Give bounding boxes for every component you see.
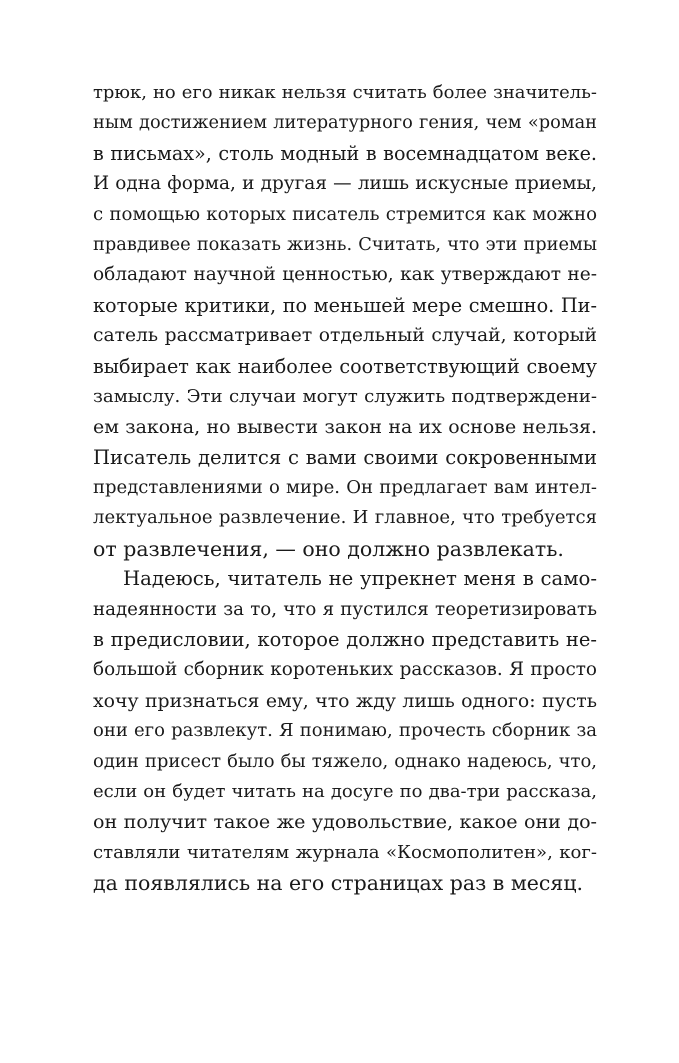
text-line: обладают научной ценностью, как утверждают не- (93, 264, 597, 286)
text-line: он получит такое же удовольствие, какое они до- (93, 811, 597, 834)
text-line: ным достижением литературного гения, чем «роман (93, 113, 597, 134)
text-line: ставляли читателям журнала «Космополитен», ког- (93, 841, 597, 863)
text-line: лектуальное развлечение. И главное, что требуется (93, 507, 597, 529)
text-line: один присест было бы тяжело, однако надеюсь, что, (93, 750, 597, 772)
text-line: представлениями о мире. Он предлагает вам интел- (93, 477, 597, 499)
text-line: Писатель делится с вами своими сокровенными (93, 445, 597, 469)
text-line: правдивее показать жизнь. Считать, что эти приемы (93, 233, 597, 255)
text-line: трюк, но его никак нельзя считать более значитель- (93, 82, 597, 103)
text-line: И одна форма, и другая — лишь искусные приемы, (93, 173, 597, 195)
text-line: выбирает как наиболее соответствующий своему (93, 354, 597, 378)
body-text (93, 78, 597, 899)
text-line: Надеюсь, читатель не упрекнет меня в само- (123, 567, 597, 591)
text-line: сатель рассматривает отдельный случай, который (93, 325, 597, 347)
text-line: которые критики, по меньшей мере смешно. Пи- (93, 293, 597, 317)
text-line: они его развлекут. Я понимаю, прочесть сборник за (93, 720, 597, 742)
text-line: надеянности за то, что я пустился теоретизировать (93, 598, 597, 620)
text-line: с помощью которых писатель стремится как можно (93, 203, 597, 225)
text-line: да появлялись на его страницах раз в месяц. (93, 871, 584, 896)
text-line: в предисловии, которое должно представить не- (93, 628, 597, 652)
text-line: если он будет читать на досуге по два-три рассказа, (93, 780, 597, 802)
text-line: хочу признаться ему, что жду лишь одного: пусть (93, 689, 597, 712)
text-line: в письмах», столь модный в восемнадцатом веке. (93, 141, 597, 165)
text-line: большой сборник коротеньких рассказов. Я просто (93, 659, 597, 681)
text-line: от развлечения, — оно должно развлекать. (93, 536, 564, 561)
text-line: ем закона, но вывести закон на их основе нельзя. (93, 416, 597, 439)
text-line: замыслу. Эти случаи могут служить подтверждени- (93, 385, 597, 407)
